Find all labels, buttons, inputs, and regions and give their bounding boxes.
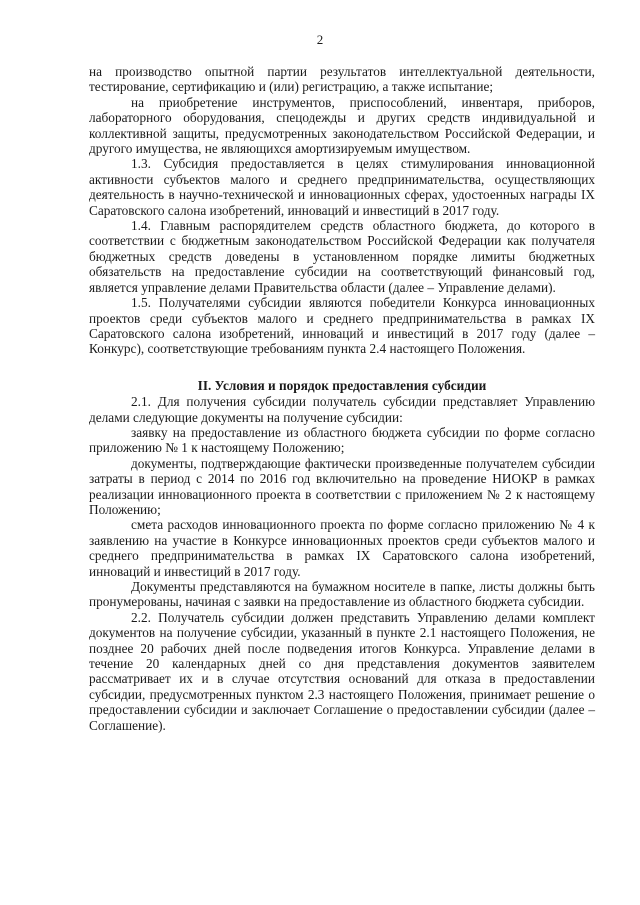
paragraph: заявку на предоставление из областного бюджета субсидии по форме согласно приложению № 1 к настоящему Положению; [89,424,595,456]
paragraph: Документы представляются на бумажном носителе в папке, листы должны быть пронумерованы, начиная с заявки на предоставление из областного бюджета субсидии. [89,579,595,610]
paragraph: на приобретение инструментов, приспособлений, инвентаря, приборов, лабораторного оборудования, спецодежды и других средств индивидуальной и коллективной защиты, предусмотренных законодательством Российской Федерации, и другого имущества, не являющихся амортизируемым имуществом. [89,94,595,157]
section-heading: II. Условия и порядок предоставления субсидии [197,377,487,393]
paragraph: смета расходов инновационного проекта по форме согласно приложению № 4 к заявлению на участие в Конкурсе инновационных проектов среди субъектов малого и среднего предпринимательства в рамках IX Саратовского салона изобретений, инноваций и инвестиций в 2017 году. [89,517,595,579]
paragraph: 2.2. Получатель субсидии должен представить Управлению делами комплект документов на получение субсидии, указанный в пункте 2.1 настоящего Положения, не позднее 20 рабочих дней после подведения итогов Конкурса. Управление делами в течение 20 календарных дней со дня представления документов заявителем рассматривает их и в случае отсутствия оснований для отказа в предоставлении субсидии, предусмотренных пунктом 2.3 настоящего Положения, принимает решение о предоставлении субсидии и заключает Соглашение о предоставлении субсидии (далее – Соглашение). [89,609,595,733]
paragraph: 1.4. Главным распорядителем средств областного бюджета, до которого в соответствии с бюджетным законодательством Российской Федерации как получателя бюджетных средств доведены в установленном порядке лимиты бюджетных обязательств на предоставление субсидии на соответствующий финансовый год, является управление делами Правительства области (далее – Управление делами). [89,218,595,295]
paragraph: документы, подтверждающие фактически произведенные получателем субсидии затраты в период с 2014 по 2016 год включительно на проведение НИОКР в рамках реализации инновационного проекта в соответствии с приложением № 2 к настоящему Положению; [89,455,595,517]
paragraph: 1.5. Получателями субсидии являются победители Конкурса инновационных проектов среди субъектов малого и среднего предпринимательства в рамках IX Саратовского салона изобретений, инноваций и инвестиций в 2017 году (далее – Конкурс), соответствующие требованиям пункта 2.4 настоящего Положения. [89,295,595,357]
document-body [89,64,595,733]
paragraph: 2.1. Для получения субсидии получатель субсидии представляет Управлению делами следующие документы на получение субсидии: [89,394,595,425]
page-number: 2 [316,32,324,47]
paragraph: на производство опытной партии результатов интеллектуальной деятельности, тестирование, сертификацию и (или) регистрацию, а также испытание; [89,64,595,95]
paragraph: 1.3. Субсидия предоставляется в целях стимулирования инновационной активности субъектов малого и среднего предпринимательства, осуществляющих деятельность в научно-технической и инновационных сферах, удостоенных награды IX Саратовского салона изобретений, инноваций и инвестиций в 2017 году. [89,156,595,218]
